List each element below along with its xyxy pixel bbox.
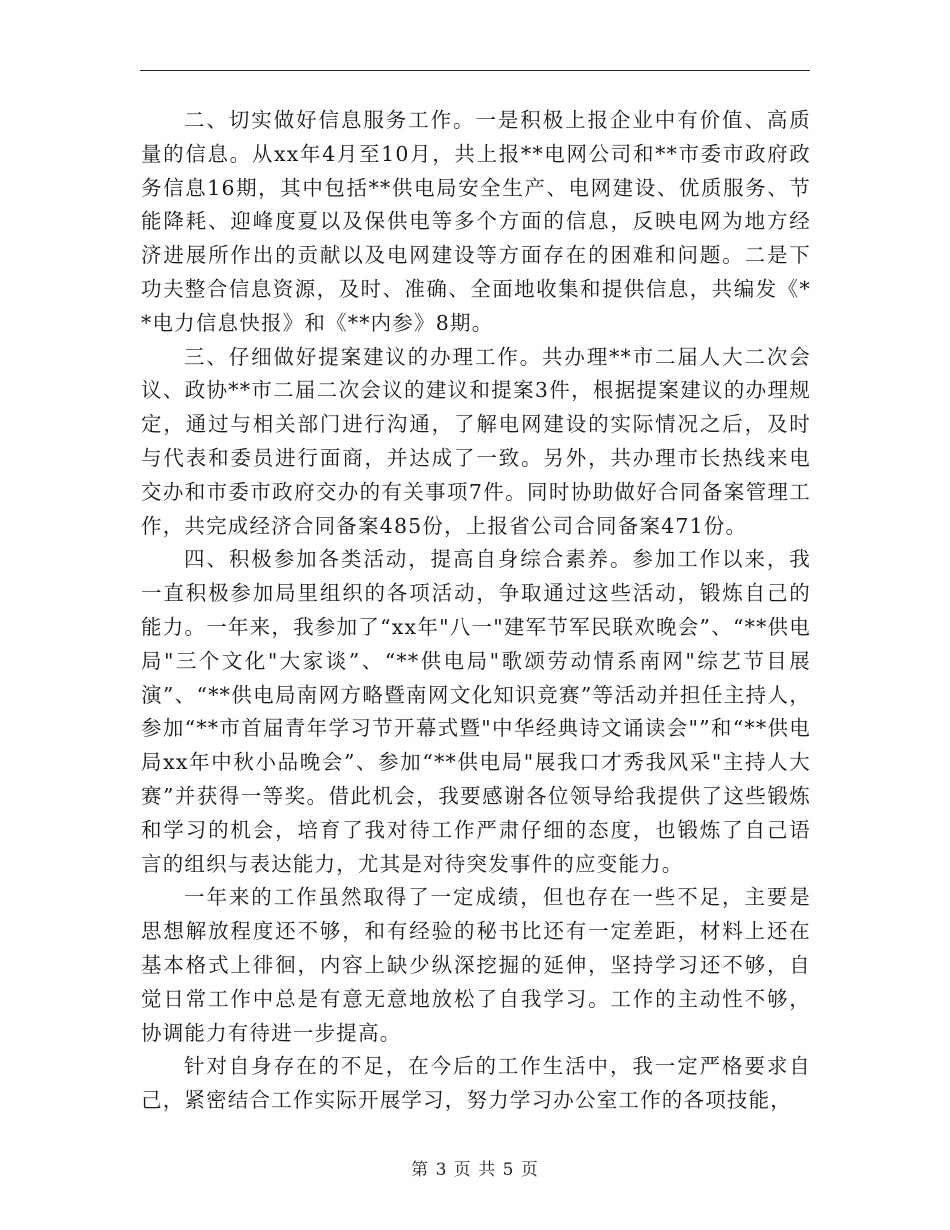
header-rule: [140, 70, 810, 71]
paragraph-proposal-handling: 三、仔细做好提案建议的办理工作。共办理**市二届人大二次会议、政协**市二届二次会议的建议和提案3件，根据提案建议的办理规定，通过与相关部门进行沟通，了解电网建设的实际情况之后，及时与代表和委员进行面商，并达成了一致。另外，共办理市长热线来电交办和市委市政府交办的有关事项7件。同时协助做好合同备案管理工作，共完成经济合同备案485份，上报省公司合同备案471份。: [141, 344, 811, 538]
paragraph-shortcomings: 一年来的工作虽然取得了一定成绩，但也存在一些不足，主要是思想解放程度还不够，和有经验的秘书比还有一定差距，材料上还在基本格式上徘徊，内容上缺少纵深挖掘的延伸，坚持学习还不够，自觉日常工作中总是有意无意地放松了自我学习。工作的主动性不够，协调能力有待进一步提高。: [141, 885, 811, 1045]
document-body: [141, 104, 811, 1118]
page-number-footer: 第 3 页 共 5 页: [411, 1160, 539, 1180]
paragraph-info-service: 二、切实做好信息服务工作。一是积极上报企业中有价值、高质量的信息。从xx年4月至10月，共上报**电网公司和**市委市政府政务信息16期，其中包括**供电局安全生产、电网建设、优质服务、节能降耗、迎峰度夏以及保供电等多个方面的信息，反映电网为地方经济进展所作出的贡献以及电网建设等方面存在的困难和问题。二是下功夫整合信息资源，及时、准确、全面地收集和提供信息，共编发《**电力信息快报》和《**内参》8期。: [141, 108, 811, 335]
paragraph-activities: 四、积极参加各类活动，提高自身综合素养。参加工作以来，我一直积极参加局里组织的各项活动，争取通过这些活动，锻炼自己的能力。一年来，我参加了“xx年"八一"建军节军民联欢晚会”、“**供电局"三个文化"大家谈”、“**供电局"歌颂劳动情系南网"综艺节目展演”、“**供电局南网方略暨南网文化知识竞赛”等活动并担任主持人，参加“**市首届青年学习节开幕式暨"中华经典诗文诵读会"”和“**供电局xx年中秋小品晚会”、参加“**供电局"展我口才秀我风采"主持人大赛”并获得一等奖。借此机会，我要感谢各位领导给我提供了这些锻炼和学习的机会，培育了我对待工作严肃仔细的态度，也锻炼了自己语言的组织与表达能力，尤其是对待突发事件的应变能力。: [141, 547, 811, 876]
paragraph-improvement: 针对自身存在的不足，在今后的工作生活中，我一定严格要求自己，紧密结合工作实际开展学习，努力学习办公室工作的各项技能，: [141, 1054, 811, 1113]
